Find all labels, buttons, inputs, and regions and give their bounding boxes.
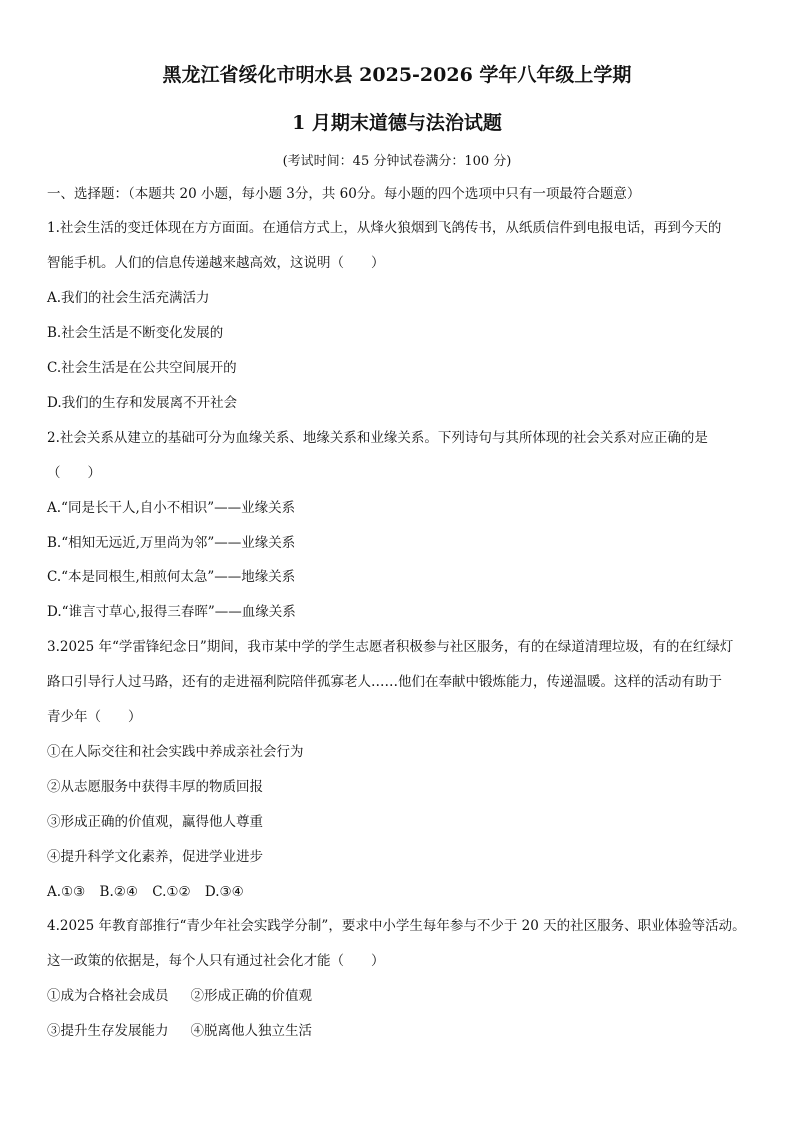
q4-statement-4: ④脱离他人独立生活	[190, 1023, 312, 1039]
q3-option-d: D.③④	[204, 884, 244, 900]
q1-stem-line1: 1.社会生活的变迁体现在方方面面。在通信方式上，从烽火狼烟到飞鸽传书，从纸质信件到电报电话，再到今天的	[47, 220, 722, 236]
q2-stem-line1: 2.社会关系从建立的基础可分为血缘关系、地缘关系和业缘关系。下列诗句与其所体现的社会关系对应正确的是	[47, 430, 708, 446]
q4-stem-line1: 4.2025 年教育部推行“青少年社会实践学分制”，要求中小学生每年参与不少于 20 天的社区服务、职业体验等活动。	[47, 918, 746, 934]
q1-option-d: D.我们的生存和发展离不开社会	[47, 395, 238, 411]
q1-option-a: A.我们的社会生活充满活力	[47, 290, 210, 306]
q3-option-c: C.①②	[152, 884, 191, 900]
q3-stem-line2: 路口引导行人过马路，还有的走进福利院陪伴孤寡老人……他们在奉献中锻炼能力，传递温暖。这样的活动有助于	[47, 674, 722, 690]
q3-statement-4: ④提升科学文化素养，促进学业进步	[47, 849, 263, 865]
q4-statements-row2	[47, 1021, 312, 1041]
q2-option-a: A.“同是长干人,自小不相识”——业缘关系	[47, 500, 296, 516]
q3-statement-1: ①在人际交往和社会实践中养成亲社会行为	[47, 744, 304, 760]
q4-statement-2: ②形成正确的价值观	[190, 988, 312, 1004]
q1-option-b: B.社会生活是不断变化发展的	[47, 325, 224, 341]
q3-option-a: A.①③	[47, 884, 86, 900]
q4-statement-1: ①成为合格社会成员	[47, 988, 169, 1004]
q1-stem-line2: 智能手机。人们的信息传递越来越高效，这说明（ ）	[47, 255, 385, 271]
q2-option-c: C.“本是同根生,相煎何太急”——地缘关系	[47, 569, 296, 585]
q2-option-d: D.“谁言寸草心,报得三春晖”——血缘关系	[47, 604, 296, 620]
q4-statement-3: ③提升生存发展能力	[47, 1023, 169, 1039]
q2-stem-line2: （ ）	[47, 465, 101, 481]
exam-title-line2: 1 月期末道德与法治试题	[292, 112, 502, 134]
q3-statement-3: ③形成正确的价值观，赢得他人尊重	[47, 814, 263, 830]
q3-option-b: B.②④	[99, 884, 138, 900]
q3-stem-line3: 青少年（ ）	[47, 709, 142, 725]
q3-statement-2: ②从志愿服务中获得丰厚的物质回报	[47, 779, 263, 795]
q4-stem-line2: 这一政策的依据是，每个人只有通过社会化才能（ ）	[47, 953, 385, 969]
q4-statements-row1	[47, 986, 312, 1006]
exam-subtitle: (考试时间：45 分钟试卷满分：100 分)	[282, 154, 512, 169]
q2-option-b: B.“相知无远近,万里尚为邻”——业缘关系	[47, 535, 296, 551]
q3-stem-line1: 3.2025 年“学雷锋纪念日”期间，我市某中学的学生志愿者积极参与社区服务，有的在绿道清理垃圾，有的在红绿灯	[47, 639, 734, 655]
q3-options	[47, 882, 254, 902]
q1-option-c: C.社会生活是在公共空间展开的	[47, 360, 237, 376]
exam-title-line1: 黑龙江省绥化市明水县 2025-2026 学年八年级上学期	[162, 64, 632, 86]
section-heading: 一、选择题：（本题共 20 小题，每小题 3分，共 60分。每小题的四个选项中只有一项最符合题意）	[47, 186, 641, 202]
